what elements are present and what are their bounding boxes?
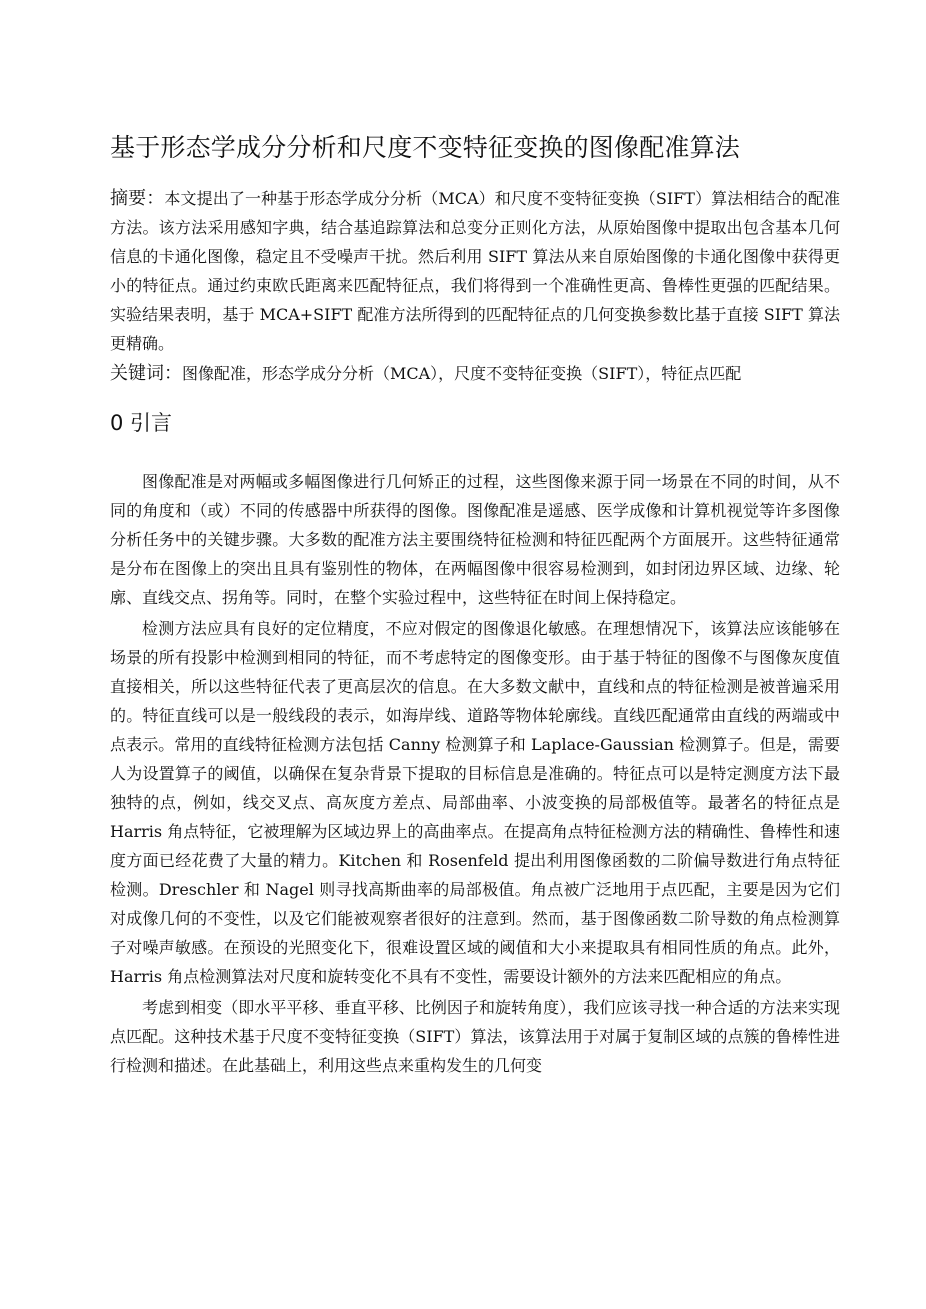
paper-page (110, 128, 840, 1082)
abstract-label: 摘要： (110, 188, 165, 209)
section-heading-introduction: 0 引言 (110, 411, 173, 435)
keywords (110, 359, 840, 388)
keywords-label: 关键词： (110, 363, 182, 384)
body-paragraph-1: 图像配准是对两幅或多幅图像进行几何矫正的过程，这些图像来源于同一场景在不同的时间，从不同的角度和（或）不同的传感器中所获得的图像。图像配准是遥感、医学成像和计算机视觉等许多图像分析任务中的关键步骤。大多数的配准方法主要围绕特征检测和特征匹配两个方面展开。这些特征通常是分布在图像上的突出且具有鉴别性的物体，在两幅图像中很容易检测到，如封闭边界区域、边缘、轮廓、直线交点、拐角等。同时，在整个实验过程中，这些特征在时间上保持稳定。 (110, 472, 840, 607)
abstract-text: 本文提出了一种基于形态学成分分析（MCA）和尺度不变特征变换（SIFT）算法相结合的配准方法。该方法采用感知字典，结合基追踪算法和总变分正则化方法，从原始图像中提取出包含基本几何信息的卡通化图像，稳定且不受噪声干扰。然后利用 SIFT 算法从来自原始图像的卡通化图像中获得更小的特征点。通过约束欧氏距离来匹配特征点，我们将得到一个准确性更高、鲁棒性更强的匹配结果。实验结果表明，基于 MCA+SIFT 配准方法所得到的匹配特征点的几何变换参数比基于直接 SIFT 算法更精确。 (110, 189, 840, 353)
keywords-text: 图像配准，形态学成分分析（MCA），尺度不变特征变换（SIFT），特征点匹配 (182, 364, 742, 383)
body-paragraph-3: 考虑到相变（即水平平移、垂直平移、比例因子和旋转角度），我们应该寻找一种合适的方法来实现点匹配。这种技术基于尺度不变特征变换（SIFT）算法，该算法用于对属于复制区域的点簇的鲁棒性进行检测和描述。在此基础上，利用这些点来重构发生的几何变 (110, 998, 840, 1075)
abstract (110, 184, 840, 358)
paper-title: 基于形态学成分分析和尺度不变特征变换的图像配准算法 (110, 133, 741, 162)
body-paragraph-2: 检测方法应具有良好的定位精度，不应对假定的图像退化敏感。在理想情况下，该算法应该能够在场景的所有投影中检测到相同的特征，而不考虑特定的图像变形。由于基于特征的图像不与图像灰度值直接相关，所以这些特征代表了更高层次的信息。在大多数文献中，直线和点的特征检测是被普遍采用的。特征直线可以是一般线段的表示，如海岸线、道路等物体轮廓线。直线匹配通常由直线的两端或中点表示。常用的直线特征检测方法包括 Canny 检测算子和 Laplace-Gaussian 检测算子。但是，需要人为设置算子的阈值，以确保在复杂背景下提取的目标信息是准确的。特征点可以是特定测度方法下最独特的点，例如，线交叉点、高灰度方差点、局部曲率、小波变换的局部极值等。最著名的特征点是 Harris 角点特征，它被理解为区域边界上的高曲率点。在提高角点特征检测方法的精确性、鲁棒性和速度方面已经花费了大量的精力。Kitchen 和 Rosenfeld 提出利用图像函数的二阶偏导数进行角点特征检测。Dreschler 和 Nagel 则寻找高斯曲率的局部极值。角点被广泛地用于点匹配，主要是因为它们对成像几何的不变性，以及它们能被观察者很好的注意到。然而，基于图像函数二阶导数的角点检测算子对噪声敏感。在预设的光照变化下，很难设置区域的阈值和大小来提取具有相同性质的角点。此外，Harris 角点检测算法对尺度和旋转变化不具有不变性，需要设计额外的方法来匹配相应的角点。 (110, 619, 840, 986)
